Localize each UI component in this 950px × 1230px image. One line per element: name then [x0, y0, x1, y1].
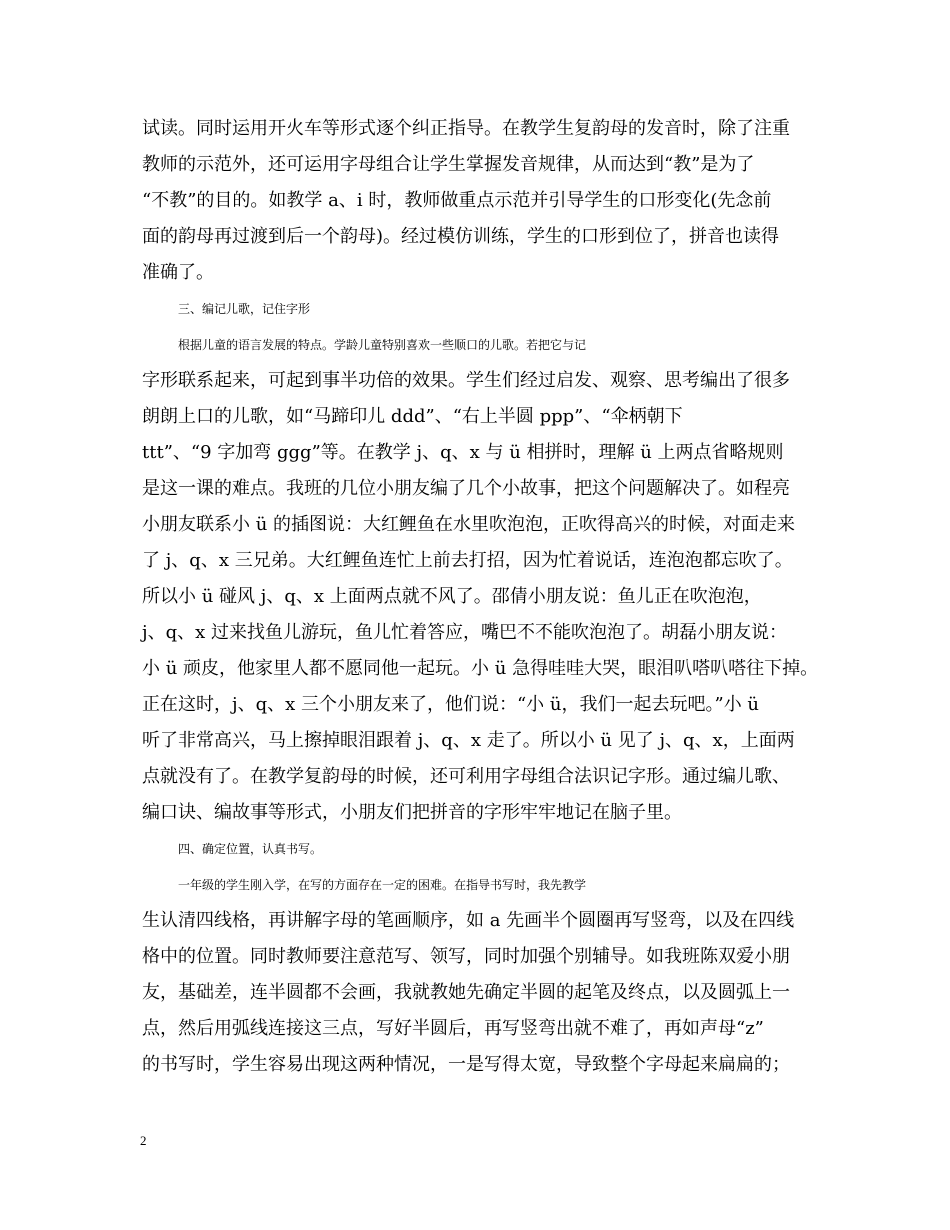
text-line: 小朋友联系小 ü 的插图说：大红鲤鱼在水里吹泡泡，正吹得高兴的时候，对面走来 — [142, 514, 796, 535]
text-line: 教师的示范外，还可运用字母组合让学生掌握发音规律，从而达到“教”是为了 — [142, 154, 755, 175]
text-line: 朗朗上口的儿歌，如“马蹄印儿 ddd”、“右上半圆 ppp”、“伞柄朝下 — [142, 406, 683, 427]
text-line: 点，然后用弧线连接这三点，写好半圆后，再写竖弯出就不难了，再如声母“z” — [142, 1018, 764, 1039]
text-line: ttt”、“9 字加弯 ggg”等。在教学 j、q、x 与 ü 相拼时，理解 ü 上两点省略规则 — [142, 442, 784, 463]
text-line: 友，基础差，连半圆都不会画，我就教她先确定半圆的起笔及终点，以及圆弧上一 — [142, 982, 790, 1003]
text-line: 听了非常高兴，马上擦掉眼泪跟着 j、q、x 走了。所以小 ü 见了 j、q、x，上面两 — [142, 730, 795, 751]
text-line: 是这一课的难点。我班的几位小朋友编了几个小故事，把这个问题解决了。如程亮 — [142, 478, 790, 499]
text-line: 准确了。 — [142, 262, 214, 283]
text-line: 面的韵母再过渡到后一个韵母)。经过模仿训练，学生的口形到位了，拼音也读得 — [142, 226, 780, 247]
text-line: 小 ü 顽皮，他家里人都不愿同他一起玩。小 ü 急得哇哇大哭，眼泪叭嗒叭嗒往下掉。 — [142, 658, 819, 679]
text-line: “不教”的目的。如教学 a、i 时，教师做重点示范并引导学生的口形变化(先念前 — [142, 190, 772, 211]
section-heading: 四、确定位置，认真书写。 — [178, 842, 323, 856]
text-line: 试读。同时运用开火车等形式逐个纠正指导。在教学生复韵母的发音时，除了注重 — [142, 118, 790, 139]
page-number: 2 — [140, 1133, 147, 1148]
text-line: 正在这时，j、q、x 三个小朋友来了，他们说：“小 ü，我们一起去玩吧。”小 ü — [142, 694, 760, 715]
text-line: 生认清四线格，再讲解字母的笔画顺序，如 a 先画半个圆圈再写竖弯，以及在四线 — [142, 910, 795, 931]
text-line: 编口诀、编故事等形式，小朋友们把拼音的字形牢牢地记在脑子里。 — [142, 802, 682, 823]
text-line: 根据儿童的语言发展的特点。学龄儿童特别喜欢一些顺口的儿歌。若把它与记 — [178, 338, 587, 352]
section-heading: 三、编记儿歌，记住字形 — [178, 302, 311, 316]
text-line: 点就没有了。在教学复韵母的时候，还可利用字母组合法识记字形。通过编儿歌、 — [142, 766, 790, 787]
text-line: 一年级的学生刚入学，在写的方面存在一定的困难。在指导书写时，我先教学 — [178, 878, 587, 892]
text-line: 所以小 ü 碰风 j、q、x 上面两点就不风了。邵倩小朋友说：鱼儿正在吹泡泡， — [142, 586, 762, 607]
text-line: 字形联系起来，可起到事半功倍的效果。学生们经过启发、观察、思考编出了很多 — [142, 370, 790, 391]
text-line: 格中的位置。同时教师要注意范写、领写，同时加强个别辅导。如我班陈双爱小朋 — [142, 946, 790, 967]
text-line: j、q、x 过来找鱼儿游玩，鱼儿忙着答应，嘴巴不不能吹泡泡了。胡磊小朋友说： — [142, 622, 787, 643]
text-line: 的书写时，学生容易出现这两种情况，一是写得太宽，导致整个字母起来扁扁的； — [142, 1054, 790, 1075]
text-line: 了 j、q、x 三兄弟。大红鲤鱼连忙上前去打招，因为忙着说话，连泡泡都忘吹了。 — [142, 550, 793, 571]
